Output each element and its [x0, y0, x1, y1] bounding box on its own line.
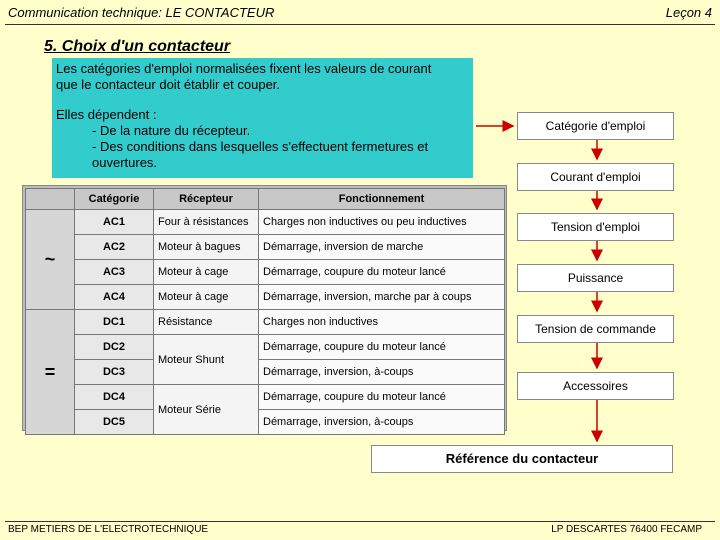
section-title: 5. Choix d'un contacteur: [44, 38, 231, 55]
row-recepteur: Four à résistances: [154, 210, 259, 235]
row-recepteur: Moteur à cage: [154, 285, 259, 310]
flow-final-reference: Référence du contacteur: [371, 445, 673, 473]
row-code: DC4: [75, 385, 154, 410]
row-code: DC2: [75, 335, 154, 360]
row-code: AC3: [75, 260, 154, 285]
row-fonctionnement: Charges non inductives ou peu inductives: [259, 210, 505, 235]
flow-step-puissance: Puissance: [517, 264, 674, 292]
table-header-categorie: Catégorie: [75, 189, 154, 210]
footer-left: BEP METIERS DE L'ELECTROTECHNIQUE: [8, 524, 209, 535]
intro-line-3: Elles dépendent :: [56, 107, 157, 122]
row-fonctionnement: Démarrage, coupure du moteur lancé: [259, 335, 505, 360]
row-recepteur: Moteur Shunt: [154, 335, 259, 385]
header-title: Communication technique: LE CONTACTEUR: [8, 5, 275, 20]
flow-step-accessoires: Accessoires: [517, 372, 674, 400]
row-fonctionnement: Charges non inductives: [259, 310, 505, 335]
row-code: AC1: [75, 210, 154, 235]
intro-line-1: Les catégories d'emploi normalisées fixent les valeurs de courant: [56, 61, 432, 76]
flow-step-tension: Tension d'emploi: [517, 213, 674, 241]
row-recepteur: Moteur à bagues: [154, 235, 259, 260]
table-header-fonctionnement: Fonctionnement: [259, 189, 505, 210]
intro-line-4: - De la nature du récepteur.: [92, 123, 251, 138]
footer-right: LP DESCARTES 76400 FECAMP: [551, 524, 702, 535]
row-fonctionnement: Démarrage, coupure du moteur lancé: [259, 385, 505, 410]
row-code: DC3: [75, 360, 154, 385]
row-code: AC2: [75, 235, 154, 260]
flow-step-tension-commande: Tension de commande: [517, 315, 674, 343]
flow-step-categorie: Catégorie d'emploi: [517, 112, 674, 140]
intro-line-6: ouvertures.: [92, 155, 158, 170]
row-recepteur: Résistance: [154, 310, 259, 335]
row-fonctionnement: Démarrage, inversion de marche: [259, 235, 505, 260]
ac-symbol: ~: [26, 210, 75, 310]
row-code: DC5: [75, 410, 154, 435]
row-recepteur: Moteur à cage: [154, 260, 259, 285]
row-fonctionnement: Démarrage, inversion, marche par à coups: [259, 285, 505, 310]
lesson-number: Leçon 4: [665, 5, 712, 20]
flow-step-courant: Courant d'emploi: [517, 163, 674, 191]
intro-line-2: que le contacteur doit établir et couper.: [56, 77, 281, 92]
footer-divider: [5, 521, 715, 522]
row-recepteur: Moteur Série: [154, 385, 259, 435]
row-fonctionnement: Démarrage, inversion, à-coups: [259, 410, 505, 435]
row-code: DC1: [75, 310, 154, 335]
intro-line-5: - Des conditions dans lesquelles s'effectuent fermetures et: [92, 139, 429, 154]
table-header-recepteur: Récepteur: [154, 189, 259, 210]
dc-symbol: =: [26, 310, 75, 435]
row-code: AC4: [75, 285, 154, 310]
row-fonctionnement: Démarrage, inversion, à-coups: [259, 360, 505, 385]
row-fonctionnement: Démarrage, coupure du moteur lancé: [259, 260, 505, 285]
